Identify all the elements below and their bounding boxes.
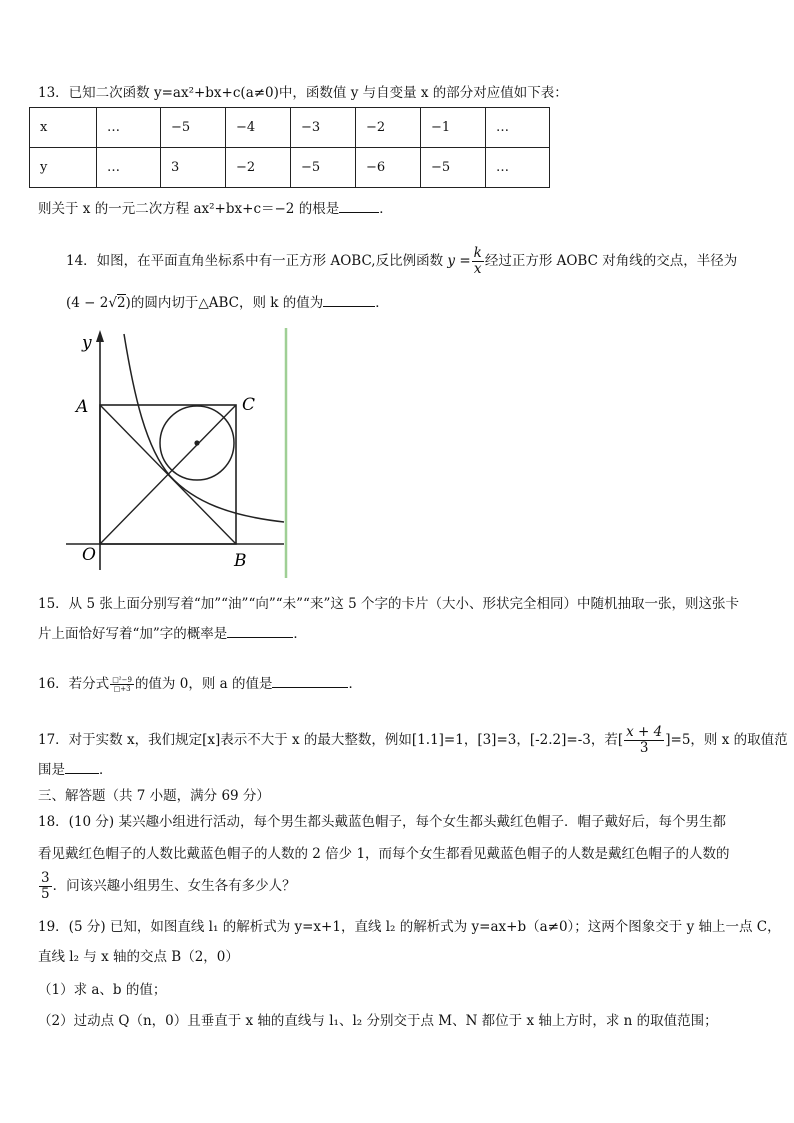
q17-text-line2: 围是 xyxy=(38,762,65,778)
q18-line3 xyxy=(38,871,296,902)
q14-func-lhs: y = xyxy=(447,253,471,269)
q14-radius: (4 − 2 xyxy=(66,295,109,311)
table-cell: −2 xyxy=(356,108,421,148)
q16-fraction xyxy=(110,676,134,693)
table-cell: −4 xyxy=(226,108,291,148)
q14-line1 xyxy=(66,246,737,277)
table-cell: … xyxy=(486,108,550,148)
table-cell: −1 xyxy=(421,108,486,148)
table-cell: −5 xyxy=(421,148,486,188)
q19-part2: （2）过动点 Q（n，0）且垂直于 x 轴的直线与 l₁、l₂ 分别交于点 M、N 都位于 x 轴上方时，求 n 的取值范围； xyxy=(38,1013,718,1029)
table-row-y xyxy=(30,148,550,188)
q13-question xyxy=(38,200,393,218)
table-cell: −5 xyxy=(161,108,226,148)
answer-blank[interactable] xyxy=(272,675,348,688)
q15-line2 xyxy=(38,625,307,643)
table-cell: 3 xyxy=(161,148,226,188)
coordinate-figure xyxy=(62,326,294,582)
q19-line2: 直线 l₂ 与 x 轴的交点 B（2，0） xyxy=(38,949,239,965)
q17-end: ． xyxy=(99,762,113,778)
q14-end: ． xyxy=(375,295,389,311)
q16-line xyxy=(38,675,362,693)
answer-blank[interactable] xyxy=(227,625,293,638)
q15-end: ． xyxy=(293,626,307,642)
q14-text-line2: 的圆内切于△ABC，则 k 的值为 xyxy=(130,295,324,311)
frac-numerator: □²−9 xyxy=(112,676,132,684)
table-cell: −5 xyxy=(291,148,356,188)
q17-line1 xyxy=(38,725,788,756)
q17-text-a: 17．对于实数 x，我们规定[x]表示不大于 x 的最大整数，例如[1.1]=1，[3]=3，[-2.2]=-3，若[ xyxy=(38,732,624,748)
table-row-x xyxy=(30,108,550,148)
q17-line2 xyxy=(38,761,113,779)
q13-end: ． xyxy=(379,201,393,217)
q16-text-a: 16．若分式 xyxy=(38,676,110,692)
frac-denominator: 5 xyxy=(41,886,50,902)
q18-line2: 看见戴红色帽子的人数比戴蓝色帽子的人数的 2 倍少 1，而每个女生都看见戴蓝色帽子的人数是戴红色帽子的人数的 xyxy=(38,846,730,862)
label-c: C xyxy=(242,395,256,415)
q16-text-b: 的值为 0，则 a 的值是 xyxy=(134,676,273,692)
table-cell: … xyxy=(97,108,161,148)
q16-end: ． xyxy=(348,676,362,692)
table-cell: … xyxy=(486,148,550,188)
circle-center xyxy=(194,440,199,445)
q15-text: 片上面恰好写着“加”字的概率是 xyxy=(38,626,228,642)
table-cell: −3 xyxy=(291,108,356,148)
sqrt-arg: 2 xyxy=(116,295,126,311)
table-cell: y xyxy=(30,148,97,188)
answer-blank[interactable] xyxy=(323,294,375,307)
q14-radius-close: ) xyxy=(125,295,131,311)
frac-denominator: x xyxy=(473,261,482,277)
y-axis-arrow-icon xyxy=(96,330,104,342)
q17-fraction xyxy=(624,725,664,756)
label-y: y xyxy=(82,333,92,353)
label-o: O xyxy=(82,545,96,565)
q19-line1: 19．(5 分) 已知，如图直线 l₁ 的解析式为 y=x+1，直线 l₂ 的解析式为 y=ax+b（a≠0）；这两个图象交于 y 轴上一点 C， xyxy=(38,919,781,935)
frac-numerator: x + 4 xyxy=(626,724,663,740)
frac-denominator: 3 xyxy=(639,740,649,756)
table-cell: x xyxy=(30,108,97,148)
label-b: B xyxy=(234,551,247,571)
value-table xyxy=(29,107,550,188)
q13-question-text: 则关于 x 的一元二次方程 ax²+bx+c＝−2 的根是 xyxy=(38,201,340,217)
q14-text-a: 14．如图，在平面直角坐标系中有一正方形 AOBC,反比例函数 xyxy=(66,253,444,269)
section-heading: 三、解答题（共 7 小题，满分 69 分） xyxy=(38,788,270,804)
q18-fraction xyxy=(39,871,52,902)
table-cell: −6 xyxy=(356,148,421,188)
table-cell: … xyxy=(97,148,161,188)
q14-text-b: 经过正方形 AOBC 对角线的交点，半径为 xyxy=(484,253,738,269)
frac-denominator: □+3 xyxy=(113,685,131,693)
q13-stem: 13．已知二次函数 y=ax²+bx+c(a≠0)中，函数值 y 与自变量 x 的部分对应值如下表： xyxy=(38,85,568,101)
q18-line1: 18．(10 分) 某兴趣小组进行活动，每个男生都头戴蓝色帽子，每个女生都头戴红色帽子．帽子戴好后，每个男生都 xyxy=(38,814,726,830)
answer-blank[interactable] xyxy=(65,761,99,774)
q15-line1: 15．从 5 张上面分别写着“加”“油”“向”“未”“来”这 5 个字的卡片（大小、形状完全相同）中随机抽取一张，则这张卡 xyxy=(38,596,740,612)
answer-blank[interactable] xyxy=(339,200,379,213)
frac-numerator: 3 xyxy=(41,870,50,886)
q18-text-line3: ．问该兴趣小组男生、女生各有多少人？ xyxy=(52,878,296,894)
q14-fraction xyxy=(472,246,484,277)
q17-text-b: ]=5，则 x 的取值范 xyxy=(665,732,788,748)
q14-line2 xyxy=(66,294,389,312)
frac-numerator: k xyxy=(473,245,482,261)
sqrt-sign: √ xyxy=(108,295,117,311)
table-cell: −2 xyxy=(226,148,291,188)
label-a: A xyxy=(76,397,89,417)
q19-part1: （1）求 a、b 的值； xyxy=(38,982,167,998)
hyperbola-curve xyxy=(124,334,284,522)
